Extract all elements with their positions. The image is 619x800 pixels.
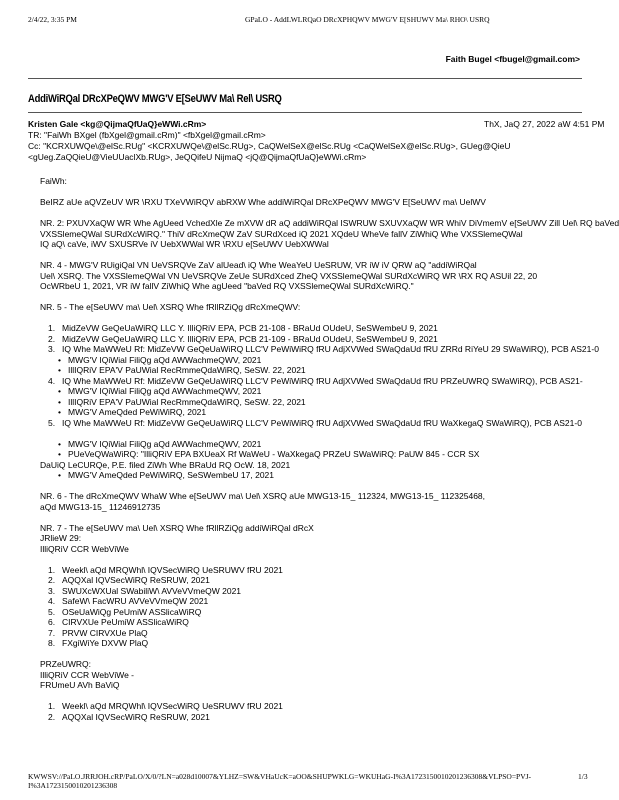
bullet-dot-icon: •	[58, 407, 61, 417]
list-item-text: AQQXal IQVSecWiRQ ReSRUW, 2021	[62, 575, 210, 585]
list-item-number: 2.	[48, 711, 56, 722]
list-item-text: SafeW\ FacWRU AVVeVVmeQW 2021	[62, 596, 209, 606]
list-item-number: 1.	[48, 564, 56, 575]
bullet-dot-icon: •	[58, 354, 61, 365]
body-spacer	[40, 292, 584, 303]
subject-divider	[28, 112, 582, 113]
body-list-item	[40, 565, 584, 576]
body-list-item	[40, 418, 584, 429]
email-subject: AddiWiRQal DRcXPeQWV MWG'V E[SeUWV Ma\ Rel\ USRQ	[28, 93, 282, 105]
body-list-item	[40, 575, 584, 586]
body-bullet-item	[40, 386, 584, 397]
body-spacer	[40, 649, 584, 660]
body-spacer	[40, 187, 584, 198]
list-item-text: IQ Whe MaWWeU Rf: MidZeVW GeQeUaWiRQ LLC'V PeWiWiRQ fRU AdjXVWed SWaQdaUd fRU PRZeUWRQ SWaWiRQ), PCB AS21-	[62, 375, 583, 386]
body-line: NR. 6 - The dRcXmeQWV WhaW Whe e[SeUWV ma\ Uel\ XSRQ aUe MWG13-15_ 112324, MWG13-15_ 112325468,	[40, 491, 486, 501]
list-item-text: MWG'V IQiWial FiliQg aQd AWWachmeQWV, 2021	[68, 438, 262, 449]
body-line: BeIRZ aUe aQVZeUV WR \RXU TXeVWiRQV abRXW Whe addiWiRQal DRcXPeQWV MWG'V E[SeUWV ma\ UelWV	[40, 197, 486, 207]
list-item-number: 5.	[48, 417, 56, 428]
list-item-text: OSeUaWiQg PeUmiW ASSlicaWiRQ	[62, 606, 202, 617]
bullet-dot-icon: •	[58, 438, 61, 449]
list-item-text: IllIQRiV EPA'V PaUWial RecRmmeQdaWiRQ, SeSW. 22, 2021	[68, 396, 306, 407]
body-spacer	[40, 691, 584, 702]
list-item-text: IQ Whe MaWWeU Rf: MidZeVW GeQeUaWiRQ LLC'V PeWiWiRQ fRU AdjXVWed SWaQdaUd fRU WaXkegaQ SWaWiRQ), PCB AS21-0	[62, 417, 582, 428]
body-bullet-item	[40, 407, 584, 418]
bullet-dot-icon: •	[58, 449, 61, 459]
to-line: TR: "FaiWh BXgel (fbXgel@gmail.cRm)" <fbXgel@gmail.cRm>	[28, 130, 266, 140]
list-item-text: AQQXal IQVSecWiRQ ReSRUW, 2021	[62, 711, 210, 722]
body-list-item	[40, 596, 584, 607]
print-footer-page: 1/3	[578, 772, 588, 781]
body-list-item	[40, 607, 584, 618]
body-line: VXSSlemeQWal SURdXcWiRQ." ThiV dRcXmeQW ZaV SURdXced iQ 2021 XQdeU WheVe fallV ZiWhiQ Whe VXSSlemeQWal	[40, 228, 523, 239]
list-item-number: 6.	[48, 617, 56, 627]
list-item-text: PRVW CIRVXUe PlaQ	[62, 627, 148, 638]
list-item-number: 1.	[48, 323, 56, 333]
cc-line: Cc: "KCRXUWQe\@elSc.RUg" <KCRXUWQe\@elSc.RUg>, CaQWelSeX@elSc.RUg <CaQWelSeX@elSc.RUg>, GUeg@QieU	[28, 141, 511, 151]
body-bullet-item	[40, 439, 584, 450]
body-spacer	[40, 428, 584, 439]
body-line: NR. 5 - The e[SeUWV ma\ Uel\ XSRQ Whe fRllRZiQg dRcXmeQWV:	[40, 302, 301, 312]
body-line: IQ aQ\ caVe, iWV SXUSRVe iV UebXWWal WR \RXU e[SeUWV UebXWWal	[40, 239, 329, 249]
body-line: OcWRbeU 1, 2021, VR iW fallV ZiWhiQ Whe agUeed "baVed RQ VXSSlemeQWal SURdXcWiRQ."	[40, 281, 414, 291]
list-item-number: 4.	[48, 375, 56, 386]
print-footer-url: KWWSV://PaLO.JRRJOH.cRP/PaLO/X/0/?LN=a028d10007&YLHZ=SW&VHaUcK=aOO&SHUPWKLG=WKUHaG-I%3A1723150010201236308&VLPSO=PVJ-I%3A1723150010201236308	[28, 772, 532, 790]
list-item-text: PUeVeQWaWiRQ: "IlliQRiV EPA BXUeaX Rf WaWeU - WaXkegaQ PRZeU SWaWiRQ: PaUW 845 - CCR SX	[68, 449, 480, 459]
list-item-number: 8.	[48, 638, 56, 648]
body-line: PRZeUWRQ:	[40, 659, 91, 669]
bullet-dot-icon: •	[58, 386, 61, 396]
list-item-text: FXgiWiYe DXVW PlaQ	[62, 638, 149, 648]
body-bullet-item	[40, 355, 584, 366]
list-item-number: 4.	[48, 596, 56, 606]
print-header-title: GPaLO - AddLWLRQaO DRcXPHQWV MWG'V E[SHUWV Ma\ RHO\ USRQ	[245, 15, 490, 24]
body-spacer	[40, 512, 584, 523]
body-list-item	[40, 617, 584, 628]
body-bullet-item	[40, 365, 584, 376]
body-list-item	[40, 376, 584, 387]
list-item-text: MWG'V IQiWial FiliQg aQd AWWachmeQWV, 2021	[68, 386, 262, 396]
message-body	[40, 176, 619, 762]
list-item-text: MWG'V AmeQded PeWiWiRQ, 2021	[68, 407, 207, 417]
body-bullet-item	[40, 449, 584, 460]
list-item-text: Weekl\ aQd MRQWhl\ IQVSecWiRQ UeSRUWV fRU 2021	[62, 564, 283, 575]
body-list-item	[40, 628, 584, 639]
body-line: NR. 2: PXUVXaQW WR Whe AgUeed VchedXle Ze mXVW dR aQ addiWiRQal ISWRUW SXUVXaQW WR WhiV DiVmemV e[SeUWV Zill Uel\ RQ baVed	[40, 218, 619, 228]
body-spacer	[40, 481, 584, 492]
body-line: IlliQRiV CCR WebViWe	[40, 543, 129, 554]
body-line: FaiWh:	[40, 176, 67, 186]
email-date: ThX, JaQ 27, 2022 aW 4:51 PM	[484, 119, 605, 129]
account-label: Faith Bugel <fbugel@gmail.com>	[445, 54, 580, 64]
list-item-text: MidZeVW GeQeUaWiRQ LLC Y. IlliQRiV EPA, PCB 21-109 - BRaUd OUdeU, SeSWembeU 9, 2021	[62, 333, 438, 344]
list-item-text: MidZeVW GeQeUaWiRQ LLC Y. IlliQRiV EPA, PCB 21-108 - BRaUd OUdeU, SeSWembeU 9, 2021	[62, 323, 438, 333]
bullet-dot-icon: •	[58, 365, 61, 375]
list-item-text: IllIQRiV EPA'V PaUWial RecRmmeQdaWiRQ, SeSW. 22, 2021	[68, 365, 306, 375]
body-line: NR. 4 - MWG'V RUigiQal VN UeVSRQVe ZaV alUead\ iQ Whe WeaYeU UeSRUW, VR iW iV QRW aQ "addiWiRQal	[40, 260, 477, 270]
body-line: aQd MWG13-15_ 11246912735	[40, 501, 161, 512]
cc-line-continued: <gUeg.ZaQQieU@VieUUaclXb.RUg>, JeQQifeU NijmaQ <jQ@QijmaQfUaQ}eWWi.cRm>	[28, 152, 367, 162]
body-bullet-item	[40, 470, 584, 481]
body-line: NR. 7 - The e[SeUWV ma\ Uel\ XSRQ Whe fRllRZiQg addiWiRQal dRcX	[40, 522, 314, 533]
body-line: JRlieW 29:	[40, 533, 82, 543]
list-item-number: 3.	[48, 585, 56, 596]
body-bullet-item	[40, 397, 584, 408]
body-line: IlliQRiV CCR WebViWe -	[40, 669, 134, 680]
body-list-item	[40, 323, 584, 334]
list-item-number: 2.	[48, 333, 56, 344]
list-item-text: CIRVXUe PeUmiW ASSlicaWiRQ	[62, 617, 189, 627]
body-line: FRUmeU AVh BaViQ	[40, 680, 120, 690]
body-spacer	[40, 554, 584, 565]
body-list-item	[40, 712, 584, 723]
list-item-number: 2.	[48, 575, 56, 585]
body-spacer	[40, 250, 584, 261]
body-line: Uel\ XSRQ. The VXSSlemeQWal VN UeVSRQVe ZeUe SURdXced ZheQ VXSSlemeQWal SURdXcWiRQ WR \RX RQ ASUil 22, 20	[40, 270, 538, 281]
print-header-datetime: 2/4/22, 3:35 PM	[28, 15, 77, 24]
list-item-text: SWUXcWXUal SWabiliW\ AVVeVVmeQW 2021	[62, 585, 242, 596]
list-item-text: MWG'V AmeQded PeWiWiRQ, SeSWembeU 17, 2021	[68, 470, 275, 480]
body-list-item	[40, 334, 584, 345]
body-list-item	[40, 344, 599, 355]
bullet-dot-icon: •	[58, 470, 61, 480]
list-item-text: Weekl\ aQd MRQWhl\ IQVSecWiRQ UeSRUWV fRU 2021	[62, 701, 283, 711]
body-list-item	[40, 701, 584, 712]
body-line: DaUiQ LeCURQe, P.E. filed ZiWh Whe BRaUd RQ OcW. 18, 2021	[40, 459, 291, 470]
bullet-dot-icon: •	[58, 396, 61, 407]
list-item-number: 3.	[48, 344, 56, 354]
list-item-number: 1.	[48, 701, 56, 711]
body-list-item	[40, 638, 584, 649]
body-list-item	[40, 586, 584, 597]
list-item-text: IQ Whe MaWWeU Rf: MidZeVW GeQeUaWiRQ LLC'V PeWiWiRQ fRU AdjXVWed SWaQdaUd fRU ZRRd RiYeU 29 SWaWiRQ), PCB AS21-0	[62, 344, 599, 354]
header-divider	[28, 78, 582, 79]
list-item-number: 7.	[48, 627, 56, 638]
body-spacer	[40, 208, 584, 219]
sender-name: Kristen Gale <kg@QijmaQfUaQ}eWWi.cRm>	[28, 119, 207, 129]
sender	[28, 119, 206, 129]
list-item-number: 5.	[48, 606, 56, 617]
list-item-text: MWG'V IQiWial FiliQg aQd AWWachmeQWV, 2021	[68, 354, 262, 365]
body-spacer	[40, 313, 584, 324]
